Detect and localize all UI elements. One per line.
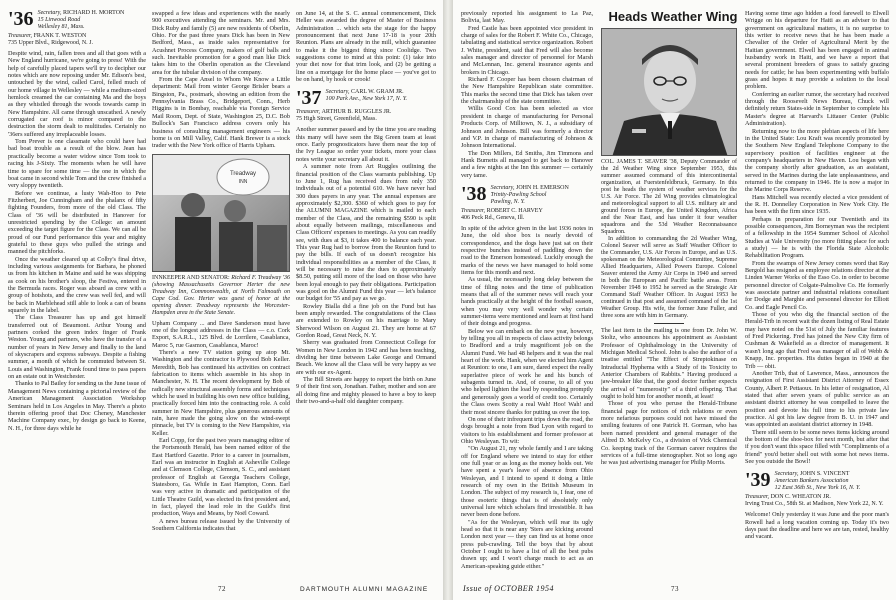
secretary-label: Secretary, <box>774 471 799 478</box>
paragraph: Below we can embark on the new year, however, by telling you all in respects of class activity belongs to Bradford and a truly magnificent job on the Alumni Fund. We had 48 helpers and it was the real heart of the work. Hank, when we elected him Agent at Reunion: to one, I am sure, dared expect the really superlative piece of work he and his bunch of subagents turned in. And, of course, to all of you who helped lighten the load by responding promptly and generously goes a world of credit too. Certainly the Class owes Scotty a real Wah! Hoo! Wah! and their most sincere thanks for putting us over the top. <box>461 327 593 416</box>
right-footer <box>453 585 896 593</box>
right-column-2 <box>601 28 737 568</box>
treasurer-address: Irving Trust Co., 58th St. at Madison, New York 22, N. Y. <box>745 501 884 508</box>
paragraph: Once the weather cleared up at Colby's final drive, including various assignments for Barbara, he phoned us from his kitchen in Maine and said he was shipping as cook on his brother's sloop, the Festiva, entered in the Bermuda races. Roger was aboard as crew with a group of hotshots, and the crew was well fed, and will be back in Marblehead still able to look a can of beans squarely in the label. <box>8 255 146 315</box>
treasurer-name: ARTHUR B. RUGGLES JR. <box>321 109 392 116</box>
secretary-address-1: Trinity-Pawling School <box>490 191 547 198</box>
class-38-header <box>461 182 593 206</box>
treasurer-address: 735 Upper Blvd., Ridgewood, N. J. <box>8 40 93 46</box>
treasurer-block: Treasurer, DON C. WHEATON JR. Irving Trust Co., 58th St. at Madison, New York 22, N. Y. <box>745 494 884 508</box>
paragraph: Hans Mitchell was recently elected a vice president of the R. H. Donnelley Corporation in New York City. He has been with the firm since 1935. <box>745 193 889 216</box>
paragraph: The Bill Streets are happy to report the birth on June 9 of their first son, Jonathan. Father, mother and son are all doing fine and mighty pleased to have a boy to keep their two-and-a-half old daughter company. <box>296 376 436 406</box>
photo-caption <box>152 275 290 317</box>
colonel-portrait-photo <box>601 28 737 156</box>
paragraph: on June 14, at the S. C. annual commencement, Dick Heller was awarded the degree of Master of Business Administration ... which sets the stage for the happy pronouncement that next June 17-18 is your 20th Reunion. Plans are already in the mill, which guarantee to make it the biggest thing since Coolidge. Two suggestions come to mind at this point: (1) take into your diet now for that trim look, and (2) be getting a line on a mortgage for the home place — you've got to be on hand, by hook or crook! <box>296 10 436 84</box>
paragraph: Another Trib, that of Lawrence, Mass., announces the resignation of First Assistant District Attorney of Essex County, Albert P. Pettaoux. In his letter of resignation, Al stated that after seven years of public service as an assistant district attorney he was compelled to leave the position and devote his full time to his private law practice. Al got his law degree from B. U. in 1947 and was appointed an assistant district attorney in 1948. <box>745 369 889 429</box>
paragraph: Earl Copp, for the past two years managing editor of the Portsmouth Herald, has been named editor of the East Hartford Gazette. Prior to a career in journalism, Earl was an instructor in English at Asheville College and at Clemson College, Clemson, S. C., and assistant professor of English at Georgia Teachers College, Statesboro, Ga. While in East Hampton, Conn. Earl was very active in dramatic and participation of the Little Theatre Guild, was elected its first president and, in fact, played the lead role in the Guild's first production, Ways and Means, by Noël Coward. <box>152 437 290 518</box>
caption-text-2: In addition to commanding the 2d Weather Wing, Colonel Seaver will serve as Staff Weather Officer to the Commander, U.S. Air Forces in Europe, and as U.S. spokesman on the Meteorological Committee, Supreme Allied Headquarters, Allied Powers Europe. Colonel Seaver entered the Army Air Corps in 1940 and served in both the European and Pacific battle areas. From November 1948 to 1952 he served as the Strategic Air Command Staff Weather Officer. In August 1953 he continued in that post and assumed command of the 1st Weather Group. His wife, the former June Fuller, and three sons are with him in Germany. <box>601 236 737 319</box>
class-year: '38 <box>461 182 487 205</box>
paragraph: Despite wind, rain, fallen trees and all that goes with a New England hurricane, we're going to press! With the help of carefully placed tapers we'll try to decipher our notes which are now reposing under Mr. Edison's best, untouched by the wind, called Carol, felled much of our home village in Wellesley — while a medium-sized hemlock creamed the car containing Ma and the boys as they whistled through the woods towards camp in New Hampshire. All came through unscathed. A newly corrugated car roof is minor compared to the destruction the storm dealt to multitudes. Certainly no '36ers suffered any irreplaceable losses. <box>8 50 146 138</box>
paragraph: The Class Treasurer has up and got himself transferred out of Beaumont. Arthur Young and partners corked the green index finger of Frank Weston. Young and partners, who have the transfer of a number of years in New Jersey and finally to the land of skyscrapers and express subways. Despite a fishing summer, a month of which he commuted between St. Louis and Washington, Frank found time to pass papers on an estate out in Westchester. <box>8 314 146 381</box>
page-number: 72 <box>218 585 226 593</box>
class-36-header <box>8 10 146 31</box>
caption-name: COL. JAMES T. SEAVER <box>601 159 668 165</box>
class-year: '36 <box>8 10 34 30</box>
treasurer-block: Treasurer, ROBERT C. HARVEY 406 Peck Rd., Geneva, Ill. <box>461 207 543 221</box>
paragraph: Welcome! Only yesterday it was June and the poor man's Rowell had a long vacation coming up. Today it's two days past the deadline and here we are tan, rested, healthy and vacant. <box>745 511 889 541</box>
paragraph: There's a new TV station going up atop Mt. Washington and the contractor is Plywood Bob Keller. Meredith, Bob has continued his activities on contract fabrication to items which assemble in his shop in Manchester, N. H. The recent development by Bob of radically new structural assembly forms and techniques which he used in building his own new office building, practically forced him into the contracting role. A cold summer in New Hampshire, plus generous amounts of rain, have made the going slow on the wind-swept pinnacle, but TV is coming to the New Hampshire, via Keller. <box>152 348 290 437</box>
left-page <box>0 0 444 600</box>
secretary-address-1: 15 Linwood Road <box>37 17 81 23</box>
treasurer-block: Treasurer, FRANK T. WESTON 735 Upper Blvd., Ridgewood, N. J. <box>8 33 93 46</box>
treasurer-name: FRANK T. WESTON <box>33 33 87 39</box>
paragraph: As usual, the necessarily long delay between the time of filing notes and the time of publication means that all of the summer news will reach your hands practically at the height of the football season, when you may very well wonder why certain summer-items were mentioned and learn at first hand of their doings and progress. <box>461 276 593 328</box>
treasurer-name: ROBERT C. HARVEY <box>486 207 543 214</box>
paragraph: From the swamps of New Jersey comes word that Ray Bergold has resigned as employee relations director at the Linden Warner Works of the Esso Co. in order to become personnel director of Colgate-Palmolive Co. He formerly was associate partner and industrial relations consultant for Dodge and Marghie and personnel director for Elliott Co. and Eagle Pencil Co. <box>745 259 889 311</box>
secretary-name: JOHN H. EMERSON <box>516 184 569 191</box>
paragraph: Before we continue, a lusty Wah-Hoo to Pete Fitzherbert, Joe Cunningham and the phalanx of fifty fighting Founders, from more of the old Class. The Class of '36 will be distributed in Hanover for unrestricted spending by the College: an amount exceeding the target figure for the Class. We can all be proud of our Fund performance this year and mighty grateful to these guys who pulled the strings and manned the pitchforks. <box>8 189 146 256</box>
paragraph: The Don Millers, Ed Smiths, Jim Timmons and Hank Burnetts all managed to get back to Hanover and a few nights at the Inn this summer — certainly very tame. <box>461 149 593 179</box>
footer-magazine-title: DARTMOUTH ALUMNI MAGAZINE <box>300 586 429 593</box>
paragraph: previously reported his assignment to La Paz, Bolivia, last May. <box>461 10 593 25</box>
caption-text: '38, Deputy Commander of the 2d Weather Wing since September 1953, this summer assumed command of this intercontinental organization, at Fuerstenfeldbruck, Germany. In this post he heads the system of weather services for the U.S. Air Force. The 2d Wing provides climatological and meteorological support to all U.S. military air and ground forces in Europe, the United Kingdom, Africa and the Near East, and has under it four weather squadrons and the 53d Weather Reconnaissance Squadron. <box>601 159 737 235</box>
left-column-1 <box>8 10 146 570</box>
secretary-label: Secretary, <box>325 89 350 96</box>
treasurer-address: 406 Peck Rd., Geneva, Ill. <box>461 214 525 221</box>
secretary-address-1: 100 Park Ave., New York 17, N. Y. <box>325 96 408 103</box>
page-number: 73 <box>671 585 679 593</box>
paragraph: "On August 21, my whole family and I are taking off for England where we intend to stay for either one full year or as long as the money holds out. We have spent a year's leave of absence from Ohio Wesleyan, and I intend to spend it doing a little research of my own in the British Museum in London. The subject of my research is, I fear, one of those esoteric things that is of absolutely only universal lure which scholars find irresistible. It has never been done before. <box>461 445 593 519</box>
left-column-3 <box>296 10 436 570</box>
right-column-1 <box>461 10 593 570</box>
paragraph: Thanks to Pal Bailey for sending us the June issue of Management News containing a pictorial review of the American Management Association Workshop Seminars held in Los Angeles in May. There's a photo therein offering proof that Doc Cheney, Manchester Machine Company exec, by design go back to Keene, N. H., for three days while he <box>8 380 146 432</box>
paragraph: In spite of the advice given in the last 1936 notes in June, the old shoe box is nearly devoid of correspondence, and the dogs have just sat on their respective bunches instead of paddling down the road to the Emerson homestead. Luckily enough the marks of the news we have managed to hold some items for this month and next. <box>461 224 593 276</box>
caption-text: Richard F. Treadway '36 (showing Massachusetts Governor Herter the new Treadway Inn, Commonwealth, at North Falmouth on Cape Cod. Gov. Herter was guest of honor at the opening dinner. Treadway represents the Worcester-Hampden area in the State Senate. <box>152 274 290 316</box>
secretary-address-2: 12 East 36th St., New York 16, N. Y. <box>774 485 861 492</box>
caption-title: INNKEEPER AND SENATOR: <box>152 274 230 281</box>
paragraph: Fred Castle has been appointed vice president in charge of sales for the Robert F. White Co., Chicago, tabulating and statistical service organization. Robert J. White, president, said that Fred will also become sales manager and director of personnel for Marsh and McLennan, Inc. general insurance agents and brokers in Chicago. <box>461 24 593 76</box>
paragraph: A summer note from Art Ruggles outlining the financial position of the Class warrants publishing. Up to June 1, Rug has received dues from only 350 individuals out of a potential 610. We have never had 300 dues payers in any year. The annual expenses are approximately $2,300. $360 of which goes to pay for the ALUMNI MAGAZINE which is mailed to each member of the Class, and the remaining $590 is split about equally between mailings, miscellaneous and Class Officers' expenses to meetings. As you can readily see, with dues at $3, it takes 400 to balance each year. This year Rug had to borrow from the Reunion fund to pay the bills. If each of us doesn't recognize his individual responsibilities as a member of the Class, it will be necessary to raise the dues to approximately $8.50, putting still more of the load on those who have been loyal enough to pay their obligations. Participation was good on the Alumni Fund this year — let's balance our budget for '55 and pay as we go. <box>296 163 436 303</box>
secretary-name: RICHARD H. MORTON <box>63 10 125 16</box>
paragraph: Conferring an earlier rumor, the secretary had received through the Roosevelt News Bureau, Chuck will definitely return States-side in September to complete his Master's degree at Harvard's Littauer Center (Public Administration). <box>745 90 889 128</box>
paragraph: Having some time ago hidden a food farewell to Elwell Wrigge on his departure for Haiti as an adviser to that government on agricultural matters, it is no surprise to this writer to receive news that he has been made a Chevalier of the Order of Agricultural Merit by the Haitian government. Elwell has been engaged in animal husbandry work in Haiti, and we have a report that several prominent breeders of grass to satisfy grazing needs for cattle; he has been experimenting with buffalo grass and hopes it may provide a solution to the local problem. <box>745 10 889 91</box>
secretary-address-2: Wellesley 81, Mass. <box>37 24 85 30</box>
right-page <box>452 0 896 600</box>
treasurer-name: DON C. WHEATON JR. <box>770 494 831 501</box>
paragraph: Another summer passed and by the time you are reading this many will have seen the Big Green team at least once. Early prognosticators have them near the top of the Ivy League so order your tickets, more your class notes write your secretary all about it. <box>296 126 436 163</box>
paragraph: swapped a few ideas and experiences with the nearly 900 executives attending the seminars. Mr. and Mrs. Dick Ruby and family (5) are new residents of Oberlin, Ohio. For the past three years Dick has been in New Bedford, Mass., as inside sales representative for Acushnet Process Company, makers of golf balls and such. Inevitable promotion for a good man like Dick takes him to the Oberlin operation as the Cleveland area for the tubular division of the company. <box>152 10 290 76</box>
paragraph: Those of you who dig the financial section of the Herald-Trib in recent wait the dozen listing of Real Estate may have noted on the 51st of July the familiar features of Fred Pickering. Fred has joined the New City firm of Cushman & Wakefield as a director of management. It wasn't long ago that Fred was manager of all of Webb & Knapp, Inc. properties. His duties began in 1940 at the Trib — obit. <box>745 311 889 370</box>
paragraph: Upham Company ... and Dave Sanderson must have one of the longest addresses in the Class — c.o. Cork Export, S.A.R.L., 125 Blvd. de Lorrilere, Casablanca, Maroc 5, rue Gasmon, Casablanca, Maroc! <box>152 319 290 349</box>
secretary-address-1: American Bankers Association <box>774 478 849 485</box>
headline: Heads Weather Wing <box>608 9 738 24</box>
paragraph: On one of their infrequent trips down the road, the dogs brought a note from Bud Lyon with regard to visitors to his establishment and former professor at Ohio Wesleyan. To wit: <box>461 415 593 445</box>
paragraph: Returning now to the more plebian aspects of life here in the United State: Lou Kraft was recently promoted by the Southern New England Telephone Company to the supervisory position of facilities engineer at the company's headquarters in New Haven. Lou began with the company shortly after graduation, as an assistant, served in the Marines during the late unpleasantness, and returned to the company in 1946. He is now a major in the Marine Corps Reserve. <box>745 127 889 194</box>
class-year: '37 <box>296 87 322 110</box>
class-39-header <box>745 471 889 492</box>
paragraph: A news bureau release issued by the University of Southern California indicates that <box>152 517 290 533</box>
paragraph: Sherry was graduated from Connecticut College for Women in New London in 1942 and has been teaching, dividing her time between Lake George and Ormand Beach. We know all the Class will be very happy as we are with our ex-Agent. <box>296 339 436 376</box>
paragraph: Willis Good Cox has been selected as vice president in charge of manufacturing for Personal Products Corp. of Milltown, N. J., a subsidiary of Johnson and Johnson. Bill was formerly a director and V.P. in charge of manufacturing of Johnson & Johnson International. <box>461 105 593 150</box>
secretary-name: JOHN S. VINCENT <box>800 471 850 478</box>
footer-issue: Issue of OCTOBER 1954 <box>463 584 555 593</box>
portrait-caption <box>601 159 737 236</box>
paragraph: Richard F. Cooper has been chosen chairman of the New Hampshire Republican state committee. This marks the second time that Dick has taken over the chairmanship of the state committee. <box>461 76 593 106</box>
class-37-header <box>296 87 436 110</box>
paragraph: There still seem to be some news items kicking around the bottom of the shoe-box for next month, but after that if you don't want this space filled with "Compliments of a friend" you'd better shell out with some hot news items. See you outside the Bowl! <box>745 428 889 465</box>
paragraph: Perhaps in preparation for our Twentieth and its possible consequences, Jim Borneyman was the recipient of a fellowship in the 1954 Summer School of Alcohol Studies at Yale University (no more fitting place for such a study) — he is with the Florida State Alcoholic Rehabilitation Program. <box>745 215 889 260</box>
svg-text:INN: INN <box>238 178 248 185</box>
left-column-2 <box>152 10 290 570</box>
innkeeper-senator-photo <box>152 154 290 272</box>
secretary-label: Secretary, <box>37 10 62 16</box>
right-column-3 <box>745 10 889 570</box>
secretary-label: Secretary, <box>490 184 515 191</box>
portrait-image <box>602 29 737 156</box>
svg-text:Treadway: Treadway <box>229 170 257 177</box>
divider <box>654 323 684 324</box>
book-gutter <box>444 0 452 600</box>
treasurer-address: 75 High Street, Greenfield, Mass. <box>296 116 377 123</box>
paragraph: The last item in the mailing is one from Dr. John W. Stoltz, who announces his appointment as Assistant Professor of Ophthalmology in the University of Michigan Medical School. John is also the author of a treatise entitled "The Effect of Streptokinase on Intraductal Hyphema with a Study of its Toxicity to Anterior Chambers of Rabbits." Having produced a jaw-breaker like that, the good doctor further expects the arrival of "numerosity" of a third offspring. That ought to hold him for another month, at least! <box>601 327 737 401</box>
paragraph: Tom Prever is one classmate who could have had bad boat trouble as a result of the blow. Jean has practically become a water widow since Tom took to racing his J-Sixty. The moments when he will have time to spare for some time — the one in which the boat came in second while Tom and the crew finished a very sloppy twentieth. <box>8 138 146 190</box>
paragraph: Rowley Bialla did a fine job on the Fund but has been amply rewarded. The congratulations of the Class are extended to Rowley on his marriage to Mary Sherwood Wilson on August 21. They are home at 67 Gordon Road, Great Neck, N. Y. <box>296 302 436 340</box>
paragraph: Those of you who peruse the Herald-Tribune financial page for notices of rich relations or even more nefarious purposes could not have missed the smiling features of one Patrick H. Gorman, who has been named president and general manager of the Alfred D. McKelvy Co., a division of Vick Chemical Co. keeping track of the Gorman career requires the services of a full-time stenographer. Not so long ago he was just advertising manager for Philip Morris. <box>601 400 737 467</box>
paragraph: From the Cape Ansel to Whom We Know a Little department: Mail from winter George Brisler bears a Bingston, Pa., postmark, showing an edition from the Pennsylvania Brass Co., Bridgeport, Conn., Herb Higgins is in Bombay, reachable via Foreign Service Mail Room, Dept. of State, Washington 25, D.C. Bob Bullock's San Francisco address covers only his business of consulting management engineers — his home is on Mill Valley, Calif. Hank Brewer is a stock trader with the New York office of Harris Upham. <box>152 76 290 150</box>
secretary-address-2: Pawling, N. Y. <box>490 198 525 205</box>
photo-image <box>153 155 290 272</box>
secretary-name: CARL W. GRAM JR. <box>351 89 404 96</box>
treasurer-block: Treasurer, ARTHUR B. RUGGLES JR. 75 High Street, Greenfield, Mass. <box>296 109 392 123</box>
class-year: '39 <box>745 469 771 492</box>
paragraph: "As for the Wesleyan, which will rear its ugly head so that it is near any 'Sters are kicking around London next year — they can find us at home once press pub-crawling. Tell the boys that by about October I ought to have a list of all the best pubs drawn up; and I won't charge much to act as an American-speaking guide either." <box>461 518 593 570</box>
